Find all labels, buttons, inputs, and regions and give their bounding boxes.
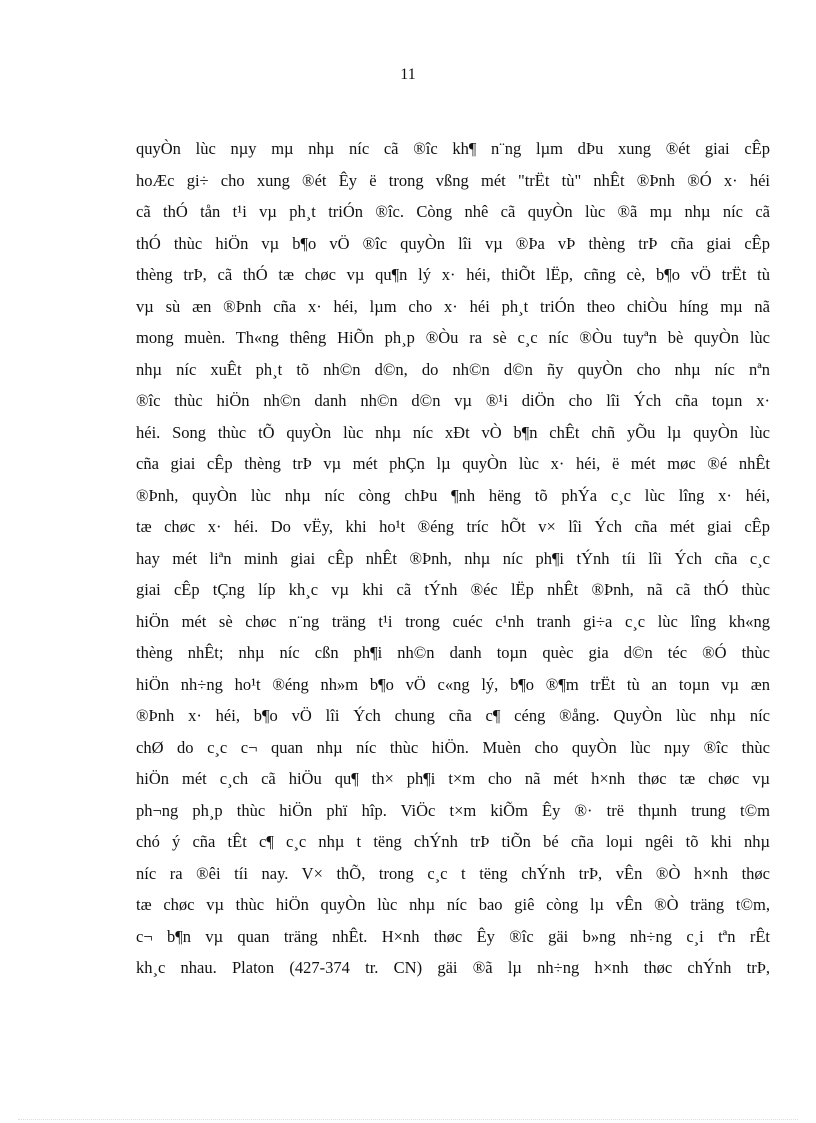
text-line: hiÖn mét c¸ch cã hiÖu qu¶ th× ph¶i t×m cho nã mét h×nh thøc tæ chøc vµ — [136, 769, 770, 788]
text-line: chó ý cña tÊt c¶ c¸c nhµ t tëng chÝnh trÞ tiÕn bé cña loµi ngêi tõ khi nhµ — [136, 832, 770, 851]
text-line: cã thÓ tån t¹i vµ ph¸t triÓn ®îc. Còng nhê cã quyÒn lùc ®ã mµ nhµ níc cã — [136, 202, 770, 221]
text-line: cña giai cÊp thèng trÞ vµ mét phÇn lµ quyÒn lùc x· héi, ë mét møc ®é nhÊt — [136, 454, 770, 473]
text-line: ®Þnh, quyÒn lùc nhµ níc còng chÞu ¶nh hëng tõ phÝa c¸c lùc lîng x· héi, — [136, 485, 770, 505]
text-line: thÓ thùc hiÖn vµ b¶o vÖ ®îc quyÒn lîi vµ ®Þa vÞ thèng trÞ cña giai cÊp — [136, 233, 770, 253]
text-line: mong muèn. Th«ng thêng HiÕn ph¸p ®Òu ra sè c¸c níc ®Òu tuyªn bè quyÒn lùc — [136, 328, 770, 347]
text-line: hay mét liªn minh giai cÊp nhÊt ®Þnh, nhµ níc ph¶i tÝnh tíi lîi Ých cña c¸c — [136, 548, 770, 568]
text-line: ®Þnh x· héi, b¶o vÖ lîi Ých chung cña c¶ céng ®ång. QuyÒn lùc nhµ níc — [136, 706, 770, 725]
text-line: níc ra ®êi tíi nay. V× thÕ, trong c¸c t tëng chÝnh trÞ, vÊn ®Ò h×nh thøc — [136, 863, 770, 883]
text-line: héi. Song thùc tÕ quyÒn lùc nhµ níc xÐt vÒ b¶n chÊt chñ yÕu lµ quyÒn lùc — [136, 422, 770, 442]
text-line: tæ chøc x· héi. Do vËy, khi ho¹t ®éng tríc hÕt v× lîi Ých cña mét giai cÊp — [136, 517, 770, 536]
text-line: hiÖn nh÷ng ho¹t ®éng nh»m b¶o vÖ c«ng lý, b¶o ®¶m trËt tù an toµn vµ æn — [136, 674, 770, 694]
text-line: ®îc thùc hiÖn nh©n danh nh©n d©n vµ ®¹i diÖn cho lîi Ých cña toµn x· — [136, 391, 770, 410]
text-line: thèng nhÊt; nhµ níc cßn ph¶i nh©n danh toµn quèc gia d©n téc ®Ó thùc — [136, 643, 770, 662]
text-line: ph¬ng ph¸p thùc hiÖn phï hîp. ViÖc t×m kiÕm Êy ®· trë thµnh trung t©m — [136, 800, 770, 820]
text-line: c¬ b¶n vµ quan träng nhÊt. H×nh thøc Êy ®îc gäi b»ng nh÷ng c¸i tªn rÊt — [136, 926, 770, 946]
text-line: giai cÊp tÇng líp kh¸c vµ khi cã tÝnh ®éc lËp nhÊt ®Þnh, nã cã thÓ thùc — [136, 580, 770, 599]
body-paragraph — [136, 133, 770, 984]
text-line: nhµ níc xuÊt ph¸t tõ nh©n d©n, do nh©n d©n ñy quyÒn cho nhµ níc nªn — [136, 359, 770, 379]
page-number: 11 — [400, 66, 416, 83]
text-line: vµ sù æn ®Þnh cña x· héi, lµm cho x· héi ph¸t triÓn theo chiÒu híng mµ nã — [136, 296, 770, 316]
text-line: thèng trÞ, cã thÓ tæ chøc vµ qu¶n lý x· héi, thiÕt lËp, cñng cè, b¶o vÖ trËt tù — [136, 265, 770, 284]
text-line: hiÖn mét sè chøc n¨ng träng t¹i trong cuéc c¹nh tranh gi÷a c¸c lùc lîng kh«ng — [136, 611, 770, 631]
text-line: kh¸c nhau. Platon (427-374 tr. CN) gäi ®ã lµ nh÷ng h×nh thøc chÝnh trÞ, — [136, 958, 770, 977]
text-line: hoÆc gi÷ cho xung ®ét Êy ë trong vßng mét "trËt tù" nhÊt ®Þnh ®Ó x· héi — [136, 170, 770, 190]
text-line: tæ chøc vµ thùc hiÖn quyÒn lùc nhµ níc bao giê còng lµ vÊn ®Ò träng t©m, — [136, 895, 770, 914]
text-line: quyÒn lùc nµy mµ nhµ níc cã ®îc kh¶ n¨ng lµm dÞu xung ®ét giai cÊp — [136, 139, 770, 158]
page-edge-divider — [18, 1119, 798, 1120]
text-line: chØ do c¸c c¬ quan nhµ níc thùc hiÖn. Muèn cho quyÒn lùc nµy ®îc thùc — [136, 737, 770, 757]
